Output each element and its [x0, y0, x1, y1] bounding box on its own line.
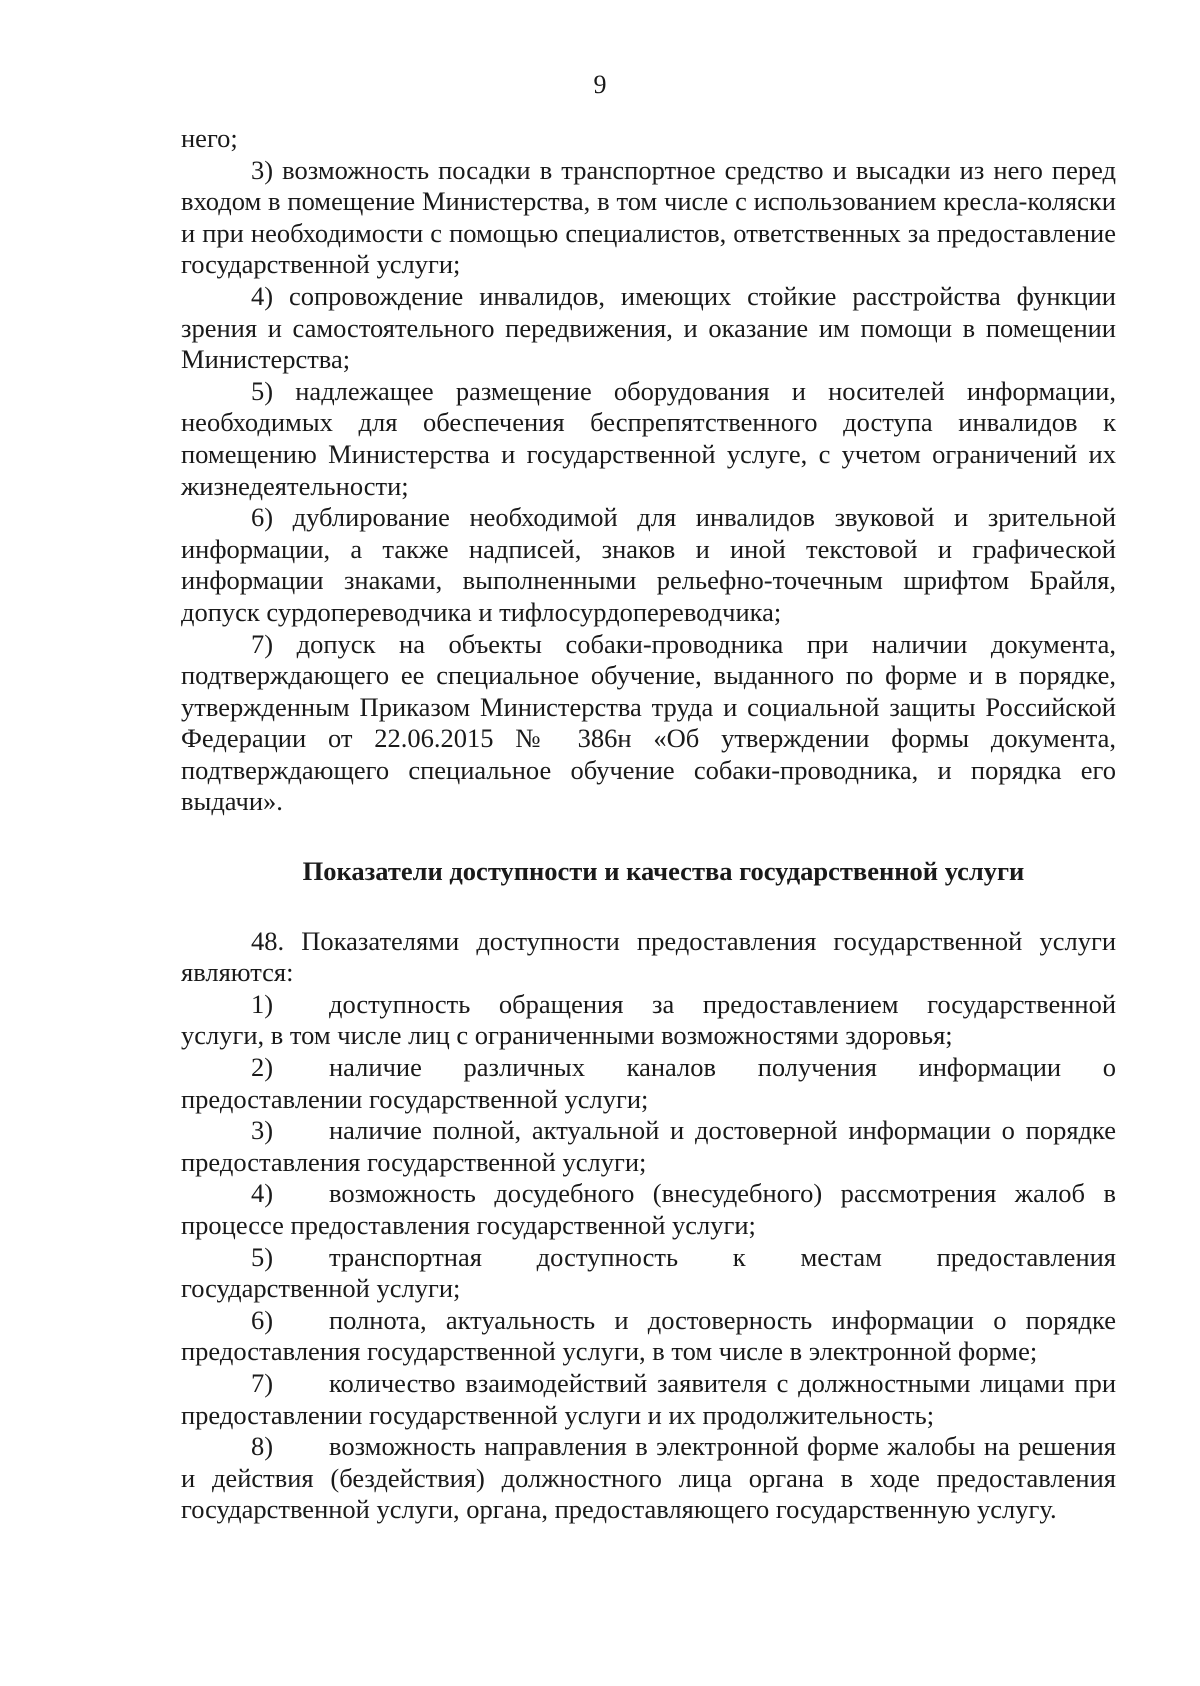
list-item-4: 4) сопровождение инвалидов, имеющих стойкие расстройства функции зрения и самостоятельного передвижения, и оказание им помощи в помещении Министерства; [181, 280, 1116, 375]
item-number: 4) [251, 1178, 274, 1209]
item-number: 6) [251, 1304, 274, 1335]
indicator-item-5 [181, 1242, 1116, 1305]
list-item-3: 3) возможность посадки в транспортное средство и высадки из него перед входом в помещение Министерства, в том числе с использованием кресла-коляски и при необходимости с помощью специалистов, ответственных за предоставление государственной услуги; [181, 154, 1116, 280]
item-number: 8) [251, 1431, 274, 1462]
document-body [181, 123, 1116, 1526]
indicator-item-3 [181, 1115, 1116, 1178]
indicator-item-4 [181, 1178, 1116, 1241]
page-number: 9 [593, 70, 607, 99]
indicator-item-2 [181, 1052, 1116, 1115]
item-text: полнота, актуальность и достоверность информации о порядке предоставления государственной услуги, в том числе в электронной форме; [181, 1304, 1116, 1367]
item-number: 3) [251, 1115, 274, 1146]
item-number: 1) [251, 988, 274, 1019]
list-item-7: 7) допуск на объекты собаки-проводника при наличии документа, подтверждающего ее специальное обучение, выданного по форме и в порядке, утвержденным Приказом Министерства труда и социальной защиты Российской Федерации от 22.06.2015 № 386н «Об утверждении формы документа, подтверждающего специальное обучение собаки-проводника, и порядка его выдачи». [181, 628, 1116, 817]
item-text: доступность обращения за предоставлением государственной услуги, в том числе лиц с ограниченными возможностями здоровья; [181, 988, 1116, 1051]
item-number: 7) [251, 1367, 274, 1398]
indicator-item-8 [181, 1431, 1116, 1526]
item-text: наличие полной, актуальной и достоверной информации о порядке предоставления государственной услуги; [181, 1115, 1116, 1177]
item-number: 2) [251, 1052, 274, 1083]
item-text: возможность направления в электронной форме жалобы на решения и действия (бездействия) должностного лица органа в ходе предоставления государственной услуги, органа, предоставляющего государственную услугу. [181, 1431, 1116, 1525]
item-text: наличие различных каналов получения информации о предоставлении государственной услуги; [181, 1052, 1116, 1114]
item-number: 5) [251, 1241, 274, 1272]
indicator-item-7 [181, 1368, 1116, 1431]
section-heading: Показатели доступности и качества государственной услуги [302, 856, 1025, 887]
indicator-item-6 [181, 1305, 1116, 1368]
item-text: количество взаимодействий заявителя с должностными лицами при предоставлении государственной услуги и их продолжительность; [181, 1367, 1116, 1430]
item-text: возможность досудебного (внесудебного) рассмотрения жалоб в процессе предоставления государственной услуги; [181, 1178, 1116, 1240]
list-item-5: 5) надлежащее размещение оборудования и носителей информации, необходимых для обеспечения беспрепятственного доступа инвалидов к помещению Министерства и государственной услуге, с учетом ограничений их жизнедеятельности; [181, 375, 1116, 501]
list-item-6: 6) дублирование необходимой для инвалидов звуковой и зрительной информации, а также надписей, знаков и иной текстовой и графической информации знаками, выполненными рельефно-точечным шрифтом Брайля, допуск сурдопереводчика и тифлосурдопереводчика; [181, 502, 1116, 627]
paragraph-continuation: него; [181, 123, 238, 153]
clause-48: 48. Показателями доступности предоставления государственной услуги являются: [181, 925, 1116, 988]
indicator-item-1 [181, 989, 1116, 1052]
item-text: транспортная доступность к местам предоставления государственной услуги; [181, 1241, 1116, 1304]
